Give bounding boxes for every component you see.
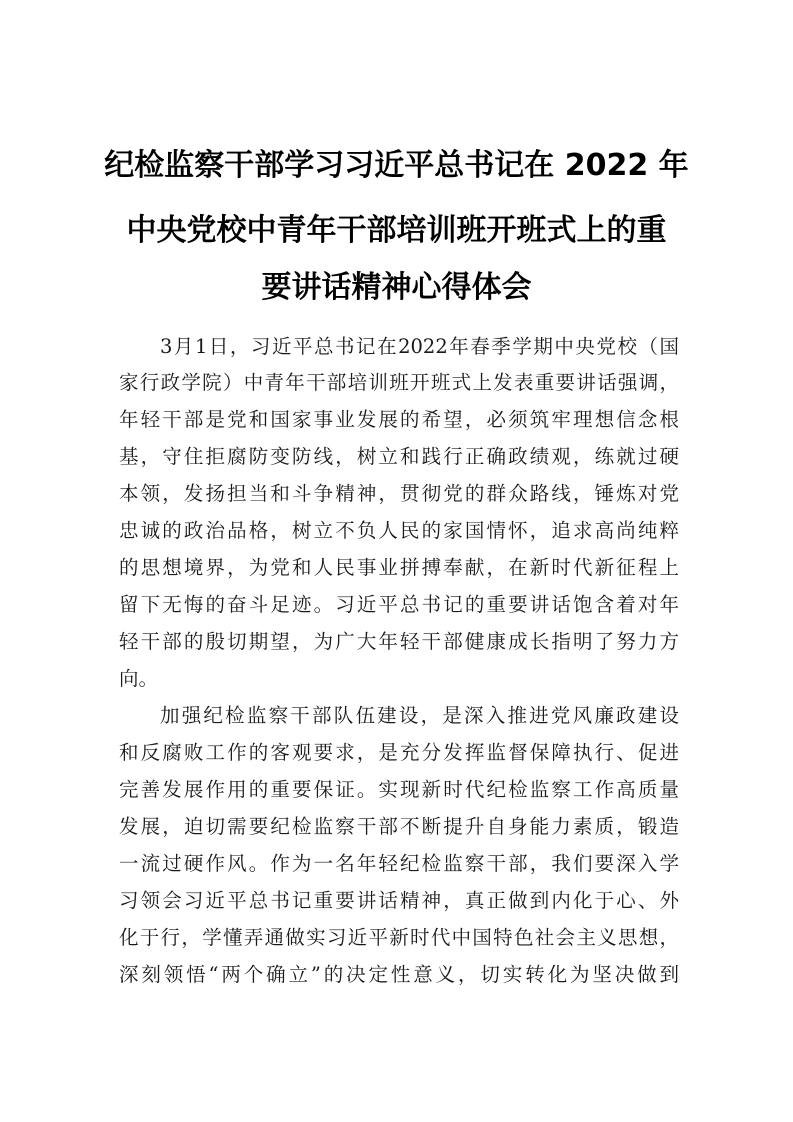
paragraph-2-line: 一流过硬作风。作为一名年轻纪检监察干部，我们要深入学 (119, 852, 679, 875)
paragraph-2-line: 加强纪检监察干部队伍建设，是深入推进党风廉政建设 (160, 704, 679, 727)
paragraph-2-line: 深刻领悟“两个确立”的决定性意义，切实转化为坚决做到 (119, 963, 679, 986)
paragraph-2-line: 发展，迫切需要纪检监察干部不断提升自身能力素质，锻造 (119, 815, 679, 838)
paragraph-1-line: 3月1日，习近平总书记在2022年春季学期中央党校（国 (160, 335, 679, 358)
paragraph-2-line: 完善发展作用的重要保证。实现新时代纪检监察工作高质量 (119, 778, 679, 801)
paragraph-1-line: 基，守住拒腐防变防线，树立和践行正确政绩观，练就过硬 (119, 445, 679, 468)
paragraph-1-line: 家行政学院）中青年干部培训班开班式上发表重要讲话强调， (119, 371, 679, 394)
document-title-line-2: 中央党校中青年干部培训班开班式上的重 (126, 213, 667, 248)
paragraph-2-line: 和反腐败工作的客观要求，是充分发挥监督保障执行、促进 (119, 741, 679, 764)
document-title-line-1: 纪检监察干部学习习近平总书记在 2022 年 (104, 148, 689, 183)
document-title-line-3: 要讲话精神心得体会 (261, 270, 532, 305)
paragraph-1-line: 本领，发扬担当和斗争精神，贯彻党的群众路线，锤炼对党 (119, 482, 679, 505)
paragraph-1-line: 留下无悔的奋斗足迹。习近平总书记的重要讲话饱含着对年 (119, 593, 679, 616)
paragraph-1-line: 轻干部的殷切期望，为广大年轻干部健康成长指明了努力方 (119, 630, 679, 653)
paragraph-2-line: 化于行，学懂弄通做实习近平新时代中国特色社会主义思想， (119, 926, 679, 949)
paragraph-2-line: 习领会习近平总书记重要讲话精神，真正做到内化于心、外 (119, 889, 679, 912)
paragraph-1-line: 年轻干部是党和国家事业发展的希望，必须筑牢理想信念根 (119, 408, 679, 431)
paragraph-1-line: 向。 (119, 667, 159, 690)
paragraph-1-line: 忠诚的政治品格，树立不负人民的家国情怀，追求高尚纯粹 (119, 519, 679, 542)
paragraph-1-line: 的思想境界，为党和人民事业拼搏奉献，在新时代新征程上 (119, 556, 679, 579)
